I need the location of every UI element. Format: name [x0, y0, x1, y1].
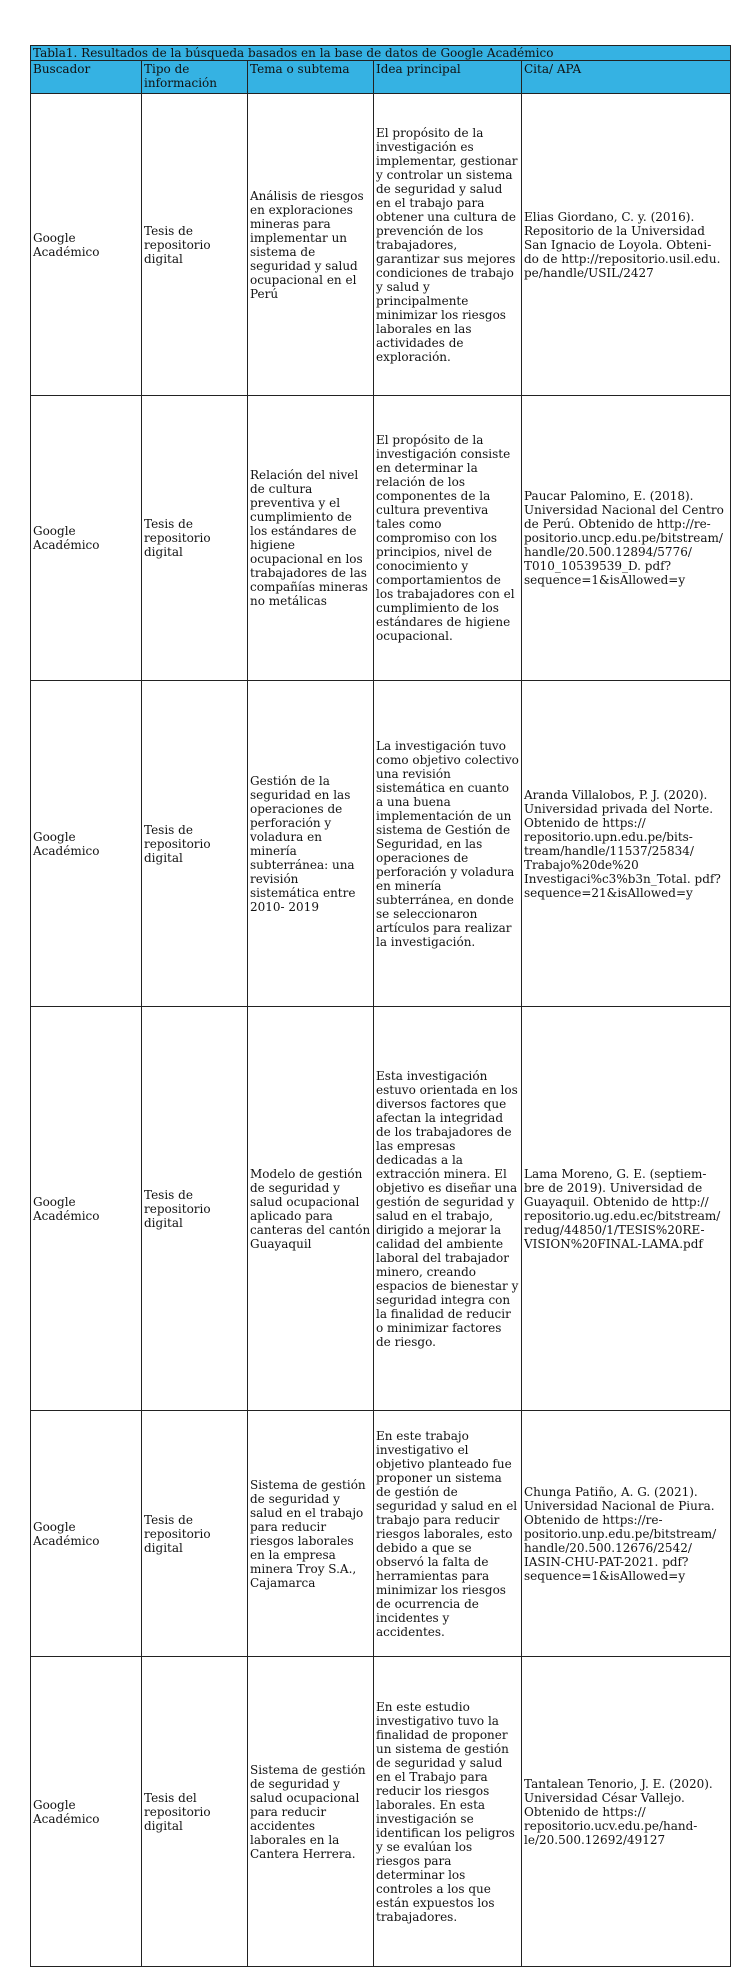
results-table: [30, 45, 731, 1967]
table-header-row: [31, 61, 731, 94]
cell-tema: Modelo de gestión de seguridad y salud ocupacional aplicado para canteras del cantón Guayaquil: [248, 1007, 374, 1411]
table-caption-row: [31, 46, 731, 61]
table-row: [31, 681, 731, 1007]
cell-tipo: Tesis de repositorio digital: [142, 1411, 248, 1657]
cell-tipo: Tesis de repositorio digital: [142, 1007, 248, 1411]
cell-idea: El propósito de la investigación consiste en determinar la relación de los componentes de la cultura preventiva tales como compromiso con los principios, nivel de conocimiento y comportamientos de los trabajadores con el cumplimiento de los estándares de higiene ocupacional.: [374, 396, 522, 681]
table-row: [31, 1657, 731, 1967]
cell-cita: Paucar Palomino, E. (2018). Universidad Nacional del Centro de Perú. Obtenido de http://re- positorio.uncp.edu.pe/bitstream/ handle/20.500.12894/5776/ T010_10539539_D. pdf?sequence=1&isAllowed=y: [522, 396, 731, 681]
table-row: [31, 1007, 731, 1411]
cell-tema: Gestión de la seguridad en las operaciones de perforación y voladura en minería subterránea: una revisión sistemática entre 2010- 2019: [248, 681, 374, 1007]
cell-buscador: Google Académico: [31, 1007, 142, 1411]
cell-idea: La investigación tuvo como objetivo colectivo una revisión sistemática en cuanto a una buena implementación de un sistema de Gestión de Seguridad, en las operaciones de perforación y voladura en minería subterránea, en donde se seleccionaron artículos para realizar la investigación.: [374, 681, 522, 1007]
cell-tema: Relación del nivel de cultura preventiva y el cumplimiento de los estándares de higiene ocupacional en los trabajadores de las compañías mineras no metálicas: [248, 396, 374, 681]
cell-idea: El propósito de la investigación es implementar, gestionar y controlar un sistema de seguridad y salud en el trabajo para obtener una cultura de prevención de los trabajadores, garantizar sus mejores condiciones de trabajo y salud y principalmente minimizar los riesgos laborales en las actividades de exploración.: [374, 94, 522, 396]
cell-buscador: Google Académico: [31, 681, 142, 1007]
cell-idea: En este trabajo investigativo el objetivo planteado fue proponer un sistema de gestión de seguridad y salud en el trabajo para reducir riesgos laborales, esto debido a que se observó la falta de herramientas para minimizar los riesgos de ocurrencia de incidentes y accidentes.: [374, 1411, 522, 1657]
header-buscador: Buscador: [31, 61, 142, 94]
cell-tipo: Tesis de repositorio digital: [142, 681, 248, 1007]
cell-cita: Lama Moreno, G. E. (septiem- bre de 2019). Universidad de Guayaquil. Obtenido de http:// repositorio.ug.edu.ec/bitstream/ redug/44850/1/TESIS%20RE- VISION%20FINAL-LAMA.pdf: [522, 1007, 731, 1411]
cell-tema: Sistema de gestión de seguridad y salud ocupacional para reducir accidentes laborales en la Cantera Herrera.: [248, 1657, 374, 1967]
cell-buscador: Google Académico: [31, 396, 142, 681]
header-tipo: Tipo de información: [142, 61, 248, 94]
cell-cita: Aranda Villalobos, P. J. (2020). Universidad privada del Norte. Obtenido de https:// repositorio.upn.edu.pe/bits- tream/handle/11537/25834/ Trabajo%20de%20 Investigaci%c3%b3n_Total. pdf?sequence=21&isAllowed=y: [522, 681, 731, 1007]
cell-cita: Elias Giordano, C. y. (2016). Repositorio de la Universidad San Ignacio de Loyola. Obteni- do de http://repositorio.usil.edu. pe/handle/USIL/2427: [522, 94, 731, 396]
cell-buscador: Google Académico: [31, 1411, 142, 1657]
header-cita: Cita/ APA: [522, 61, 731, 94]
cell-tema: Análisis de riesgos en exploraciones mineras para implementar un sistema de seguridad y salud ocupacional en el Perú: [248, 94, 374, 396]
cell-idea: Esta investigación estuvo orientada en los diversos factores que afectan la integridad de los trabajadores de las empresas dedicadas a la extracción minera. El objetivo es diseñar una gestión de seguridad y salud en el trabajo, dirigido a mejorar la calidad del ambiente laboral del trabajador minero, creando espacios de bienestar y seguridad integra con la finalidad de reducir o minimizar factores de riesgo.: [374, 1007, 522, 1411]
cell-tema: Sistema de gestión de seguridad y salud en el trabajo para reducir riesgos laborales en la empresa minera Troy S.A., Cajamarca: [248, 1411, 374, 1657]
table-row: [31, 94, 731, 396]
header-idea: Idea principal: [374, 61, 522, 94]
cell-tipo: Tesis de repositorio digital: [142, 94, 248, 396]
table-row: [31, 396, 731, 681]
table-caption: Tabla1. Resultados de la búsqueda basados en la base de datos de Google Académico: [31, 46, 731, 61]
cell-buscador: Google Académico: [31, 1657, 142, 1967]
cell-cita: Chunga Patiño, A. G. (2021). Universidad Nacional de Piura. Obtenido de https://re- positorio.unp.edu.pe/bitstream/ handle/20.500.12676/2542/ IASIN-CHU-PAT-2021. pdf?sequence=1&isAllowed=y: [522, 1411, 731, 1657]
cell-idea: En este estudio investigativo tuvo la finalidad de proponer un sistema de gestión de seguridad y salud en el Trabajo para reducir los riesgos laborales. En esta investigación se identifican los peligros y se evalúan los riesgos para determinar los controles a los que están expuestos los trabajadores.: [374, 1657, 522, 1967]
header-tema: Tema o subtema: [248, 61, 374, 94]
cell-tipo: Tesis del repositorio digital: [142, 1657, 248, 1967]
cell-cita: Tantalean Tenorio, J. E. (2020). Universidad César Vallejo. Obtenido de https:// repositorio.ucv.edu.pe/hand- le/20.500.12692/49127: [522, 1657, 731, 1967]
cell-buscador: Google Académico: [31, 94, 142, 396]
cell-tipo: Tesis de repositorio digital: [142, 396, 248, 681]
table-row: [31, 1411, 731, 1657]
